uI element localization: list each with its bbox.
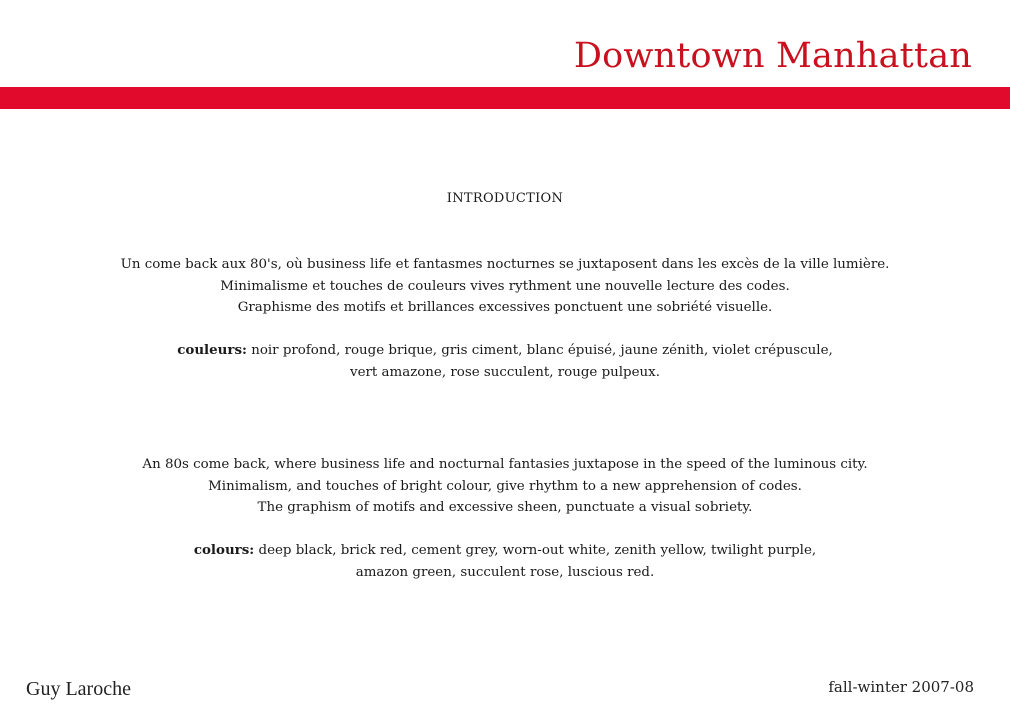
french-colors-line-1 — [0, 340, 1010, 362]
french-colors-list-1: noir profond, rouge brique, gris ciment, blanc épuisé, jaune zénith, violet crépuscule, — [246, 343, 833, 358]
english-colours-label: colours: — [193, 542, 255, 558]
french-text-block — [0, 254, 1010, 383]
header-red-bar — [0, 87, 1010, 109]
season-label: fall-winter 2007-08 — [828, 678, 974, 696]
intro-heading: INTRODUCTION — [446, 191, 564, 206]
french-line-2: Minimalisme et touches de couleurs vives rythment une nouvelle lecture des codes. — [220, 278, 790, 294]
english-colours-list-1: deep black, brick red, cement grey, worn-out white, zenith yellow, twilight purple, — [254, 543, 817, 558]
french-colors-label: couleurs: — [177, 342, 247, 358]
brand-logo-text: Guy Laroche — [26, 678, 131, 700]
english-line-3: The graphism of motifs and excessive sheen, punctuate a visual sobriety. — [257, 500, 753, 515]
french-colors-line-2: vert amazone, rose succulent, rouge pulpeux. — [350, 364, 660, 380]
french-line-1: Un come back aux 80's, où business life et fantasmes nocturnes se juxtaposent dans les excès de la ville lumière. — [120, 257, 890, 272]
english-line-2: Minimalism, and touches of bright colour, give rhythm to a new apprehension of codes. — [208, 478, 802, 494]
french-line-3: Graphisme des motifs et brillances excessives ponctuent une sobriété visuelle. — [237, 300, 773, 315]
english-colours-line-2: amazon green, succulent rose, luscious red. — [355, 564, 655, 580]
english-colours-line-1 — [0, 540, 1010, 562]
page-title: Downtown Manhattan — [573, 36, 972, 76]
english-line-1: An 80s come back, where business life and nocturnal fantasies juxtapose in the speed of the luminous city. — [142, 457, 868, 472]
english-text-block — [0, 454, 1010, 583]
